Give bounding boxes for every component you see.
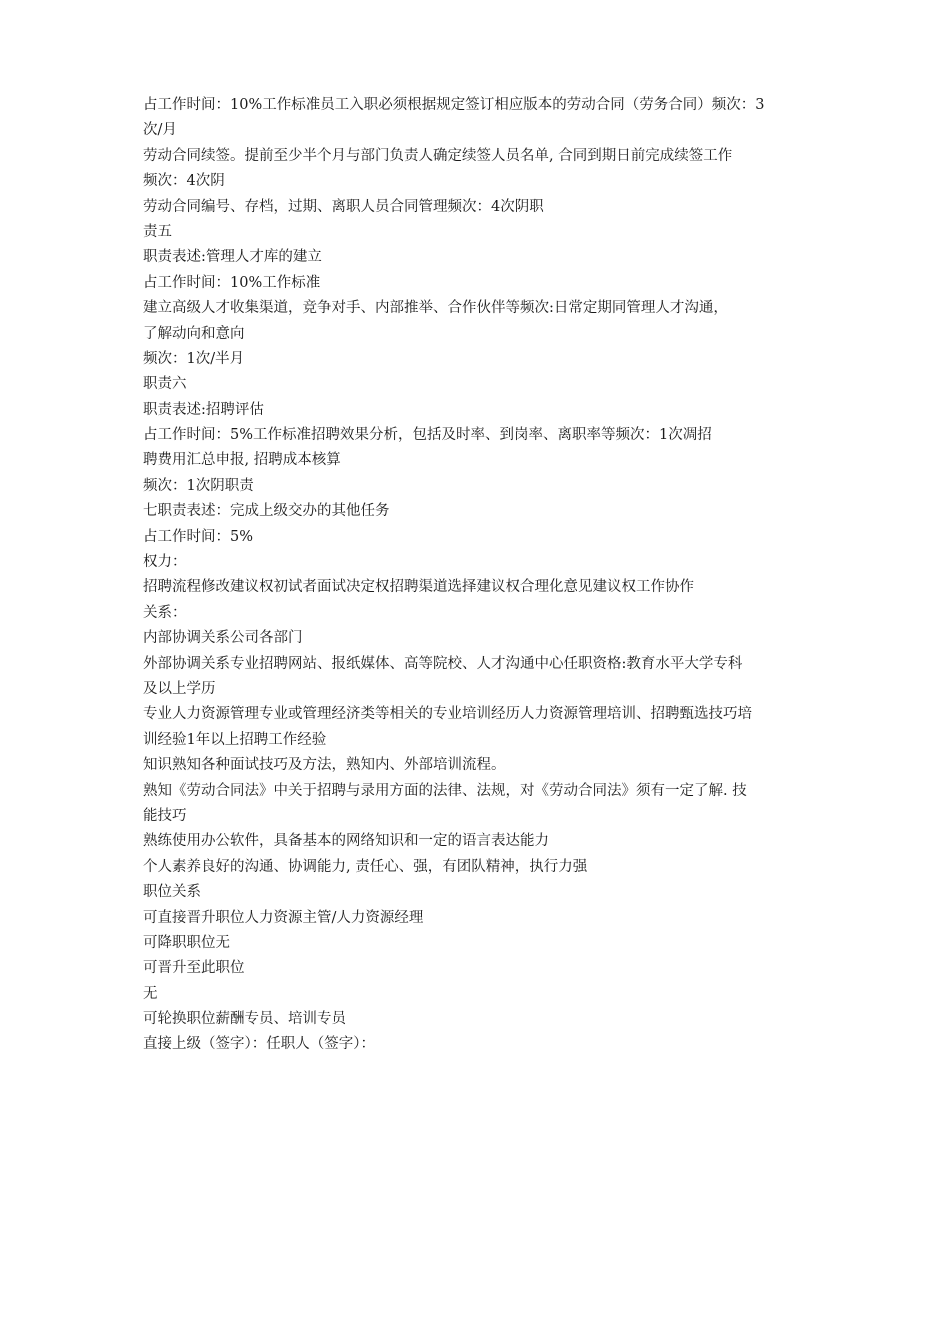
text-line: 劳动合同续签。提前至少半个月与部门负责人确定续签人员名单, 合同到期日前完成续签工作 [143,147,733,164]
text-line: 关系： [143,604,187,621]
text-line: 责五 [143,223,172,240]
text-line: 了解动向和意向 [143,325,245,342]
text-line: 外部协调关系专业招聘网站、报纸媒体、高等院校、人才沟通中心任职资格:教育水平大学专科 [143,655,743,672]
text-line: 可降职职位无 [143,934,230,951]
text-line: 职责表述:管理人才库的建立 [143,249,322,266]
text-line: 熟练使用办公软件，具备基本的网络知识和一定的语言表达能力 [143,833,549,850]
text-line: 职责六 [143,376,187,393]
text-line: 频次：1次/半月 [143,350,245,367]
text-line: 占工作时间：5% [143,528,254,545]
text-line: 内部协调关系公司各部门 [143,630,303,647]
text-line: 聘费用汇总申报, 招聘成本核算 [143,452,341,469]
text-line: 训经验1年以上招聘工作经验 [143,731,327,748]
text-line: 职位关系 [143,884,201,901]
text-line: 招聘流程修改建议权初试者面试决定权招聘渠道选择建议权合理化意见建议权工作协作 [143,579,694,596]
text-line: 专业人力资源管理专业或管理经济类等相关的专业培训经历人力资源管理培训、招聘甄选技巧培 [143,706,752,723]
document-body [143,93,823,1058]
text-line: 可晋升至此职位 [143,960,245,977]
text-line: 个人素养良好的沟通、协调能力, 责任心、强，有团队精神，执行力强 [143,858,588,875]
text-line: 占工作时间：5%工作标准招聘效果分析，包括及时率、到岗率、离职率等频次：1次凋招 [143,427,712,444]
text-line: 建立高级人才收集渠道，竞争对手、内部推举、合作伙伴等频次:日常定期同管理人才沟通， [143,300,728,317]
signature-line: 直接上级（签字）：任职人（签字）： [143,1036,375,1053]
text-line: 次/月 [143,122,177,139]
text-line: 频次：1次阴职责 [143,477,254,494]
text-line: 无 [143,985,158,1002]
text-line: 频次：4次阴 [143,173,225,190]
text-line: 职责表述:招聘评估 [143,401,264,418]
text-line: 知识熟知各种面试技巧及方法，熟知内、外部培训流程。 [143,757,506,774]
text-line: 劳动合同编号、存档，过期、离职人员合同管理频次：4次阴职 [143,198,544,215]
text-line: 熟知《劳动合同法》中关于招聘与录用方面的法律、法规，对《劳动合同法》须有一定了解. 技 [143,782,747,799]
text-line: 权力： [143,554,187,571]
text-line: 及以上学历 [143,680,216,697]
text-line: 可轮换职位薪酬专员、培训专员 [143,1011,346,1028]
text-line: 占工作时间：10%工作标准员工入职必须根据规定签订相应版本的劳动合同（劳务合同）频次：3 [143,97,765,113]
text-line: 可直接晋升职位人力资源主管/人力资源经理 [143,909,424,926]
text-line: 占工作时间：10%工作标准 [143,274,321,291]
text-line: 七职责表述：完成上级交办的其他任务 [143,503,390,520]
text-line: 能技巧 [143,807,187,824]
